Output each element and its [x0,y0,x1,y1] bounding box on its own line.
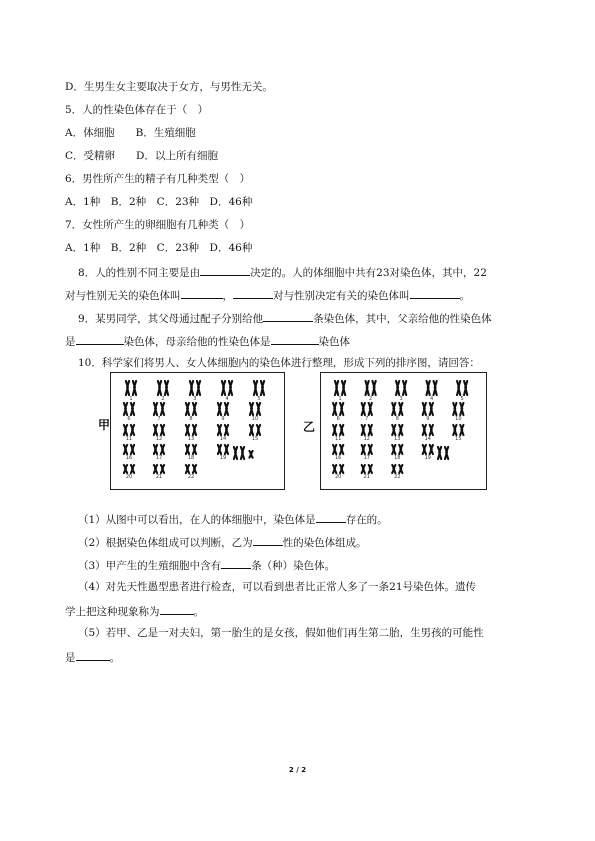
chromosome-pair [250,403,260,415]
chromosome-number: 18 [394,455,401,461]
chromosome-number: 3 [399,396,403,402]
chromosome-pair [154,403,164,415]
q8-text-d: ， [222,290,233,302]
chromosome-pair [335,381,345,395]
s2-blank [253,534,283,546]
q5-options-ab: A．体细胞 B．生殖细胞 [65,127,196,139]
chromosome-pair [186,445,196,454]
q5-options-cd: C．受精卵 D．以上所有细胞 [65,150,218,162]
chromosome-number: 1 [129,396,133,402]
chromosome-number: 5 [460,396,464,402]
chromosome-number: 11 [334,436,342,442]
chromosome-pair [190,381,200,395]
q6-options: A．1种 B．2种 C．23种 D．46种 [65,196,253,208]
q8-text-f: 。 [459,290,470,302]
s4-text-c: 。 [193,606,204,618]
chromosome-pair [124,465,134,473]
chromosome-number: 21 [363,474,370,480]
chromosome-pair [154,465,164,473]
chromosome-pair [124,445,134,454]
chromosome-number: 4 [430,396,434,402]
chromosome-number: 12 [155,436,163,442]
chromosome-pair [457,381,467,395]
chromosome-number: 2 [369,396,373,402]
chromosome-pair [249,451,252,458]
chromosome-pair [218,445,228,454]
q8-blank-2 [181,287,223,299]
chromosome-pair [453,403,463,415]
s4-text-b: 学上把这种现象称为 [65,606,160,618]
q9-line1 [78,310,492,326]
chromosome-pair [362,403,372,415]
chromosome-pair [186,425,196,435]
chromosome-number: 21 [155,474,163,480]
chromosome-pair [423,445,433,454]
q9-blank-1 [263,310,313,322]
chromosome-number: 9 [221,416,225,422]
sub-q4-cont [65,603,204,619]
karyotype-image-yi [321,373,486,489]
chromosome-pair [124,425,134,435]
q9-line2 [65,333,350,349]
q9-text-c: 是 [65,336,76,348]
karyotype-panel-jia [110,372,285,490]
chromosome-number: 22 [394,474,401,480]
chromosome-pair [427,381,437,395]
q8-text-e: 对与性别决定有关的染色体叫 [273,290,410,302]
chromosome-number: 9 [426,416,430,422]
q8-blank-3 [233,287,273,299]
q7-options: A．1种 B．2种 C．23种 D．46种 [65,242,253,254]
chromosome-number: 13 [394,436,401,442]
chromosome-number: 17 [363,455,370,461]
chromosome-pair [234,447,244,459]
chromosome-pair [250,425,260,435]
chromosome-number: 14 [219,436,227,442]
chromosome-number: 4 [225,396,229,402]
s5-blank [76,649,110,661]
chromosome-number: 12 [363,436,370,442]
sub-q5: （5）若甲、乙是一对夫妇，第一胎生的是女孩，假如他们再生第二胎，生男孩的可能性 [78,627,484,639]
chromosome-pair [392,445,402,454]
chromosome-pair [222,381,232,395]
chromosome-pair [396,381,406,395]
chromosome-number: 15 [455,436,462,442]
chromosome-pair [365,381,375,395]
label-jia: 甲 [98,418,111,432]
chromosome-number: 6 [127,416,131,422]
s5-text-b: 是 [65,652,76,664]
chromosome-pair [126,381,136,395]
sub-q4: （4）对先天性愚型患者进行检查，可以看到患者比正常人多了一条21号染色体。遗传 [78,581,477,593]
sub-q1 [78,511,388,527]
chromosome-number: 19 [424,455,432,461]
q8-line2 [65,287,470,303]
q9-text-e: 染色体 [318,336,350,348]
chromosome-pair [333,465,343,473]
q8-text-c: 对与性别无关的染色体叫 [65,290,181,302]
q4-option-d: D．生男生女主要取决于女方，与男性无关。 [65,81,273,93]
chromosome-pair [362,465,372,473]
sub-q2 [78,534,367,550]
q8-blank-4 [410,287,460,299]
chromosome-number: 22 [187,474,195,480]
q9-text-b: 条染色体，其中，父亲给他的性染色体 [313,313,492,325]
chromosome-number: 8 [395,416,399,422]
chromosome-pair [218,425,228,435]
chromosome-number: 16 [334,455,342,461]
q10-stem: 10．科学家们将男人、女人体细胞内的染色体进行整理，形成下列的排序图，请回答： [78,357,480,369]
chromosome-pair [154,425,164,435]
chromosome-pair [254,381,264,395]
chromosome-number: 15 [251,436,259,442]
chromosome-number: 5 [257,396,261,402]
chromosome-pair [333,403,343,415]
chromosome-number: 7 [365,416,369,422]
chromosome-pair [362,425,372,435]
karyotype-image-jia [111,373,284,489]
chromosome-number: 20 [334,474,342,480]
s1-text-b: 存在的。 [345,514,388,526]
q9-blank-2 [76,333,124,345]
s1-blank [316,511,346,523]
chromosome-number: 3 [193,396,197,402]
chromosome-pair [158,381,168,395]
s3-text-a: （3）甲产生的生殖细胞中含有 [78,560,222,572]
chromosome-pair [392,425,402,435]
s1-text-a: （1）从图中可以看出，在人的体细胞中，染色体是 [78,514,316,526]
chromosome-number: 18 [187,455,195,461]
q5-stem: 5．人的性染色体存在于（ ） [65,104,209,116]
chromosome-number: 7 [157,416,161,422]
q9-text-a: 9．某男同学，其父母通过配子分别给他 [78,313,264,325]
chromosome-number: 1 [338,396,342,402]
chromosome-number: 11 [125,436,133,442]
chromosome-number: 6 [336,416,340,422]
s3-blank [221,557,251,569]
q9-blank-3 [271,333,319,345]
chromosome-pair [124,403,134,415]
chromosome-pair [392,403,402,415]
chromosome-pair [186,403,196,415]
chromosome-number: 8 [189,416,193,422]
chromosome-number: 13 [187,436,195,442]
chromosome-number: 10 [251,416,259,422]
s2-text-b: 性的染色体组成。 [282,537,367,549]
karyotype-panel-yi [320,372,487,490]
chromosome-number: 10 [455,416,462,422]
chromosome-number: 16 [125,455,133,461]
q6-stem: 6．男性所产生的精子有几种类型（ ） [65,173,251,185]
chromosome-pair [186,465,196,473]
chromosome-number: 20 [125,474,133,480]
q8-text-a: 8．人的性别不同主要是由 [78,267,201,279]
chromosome-pair [154,445,164,454]
chromosome-number: 14 [424,436,432,442]
sub-q3 [78,557,335,573]
s4-blank [160,603,194,615]
s3-text-b: 条（种）染色体。 [251,560,336,572]
sub-q5-cont [65,649,120,665]
chromosome-pair [392,465,402,473]
chromosome-pair [453,425,463,435]
chromosome-number: 17 [155,455,163,461]
chromosome-pair [423,403,433,415]
s2-text-a: （2）根据染色体组成可以判断，乙为 [78,537,253,549]
chromosome-pair [423,425,433,435]
q8-line1 [78,264,487,280]
chromosome-pair [438,447,448,459]
label-yi: 乙 [303,420,316,434]
q7-stem: 7．女性所产生的卵细胞有几种类（ ） [65,219,251,231]
chromosome-pair [333,445,343,454]
chromosome-number: 2 [161,396,165,402]
chromosome-pair [333,425,343,435]
q9-text-d: 染色体，母亲给他的性染色体是 [123,336,271,348]
chromosome-pair [218,403,228,415]
q8-blank-1 [200,264,250,276]
s5-text-c: 。 [109,652,120,664]
q8-text-b: 决定的。人的体细胞中共有23对染色体，其中，22 [250,267,487,279]
page-number: 2 / 2 [288,766,307,774]
chromosome-number: 19 [219,455,227,461]
chromosome-pair [362,445,372,454]
